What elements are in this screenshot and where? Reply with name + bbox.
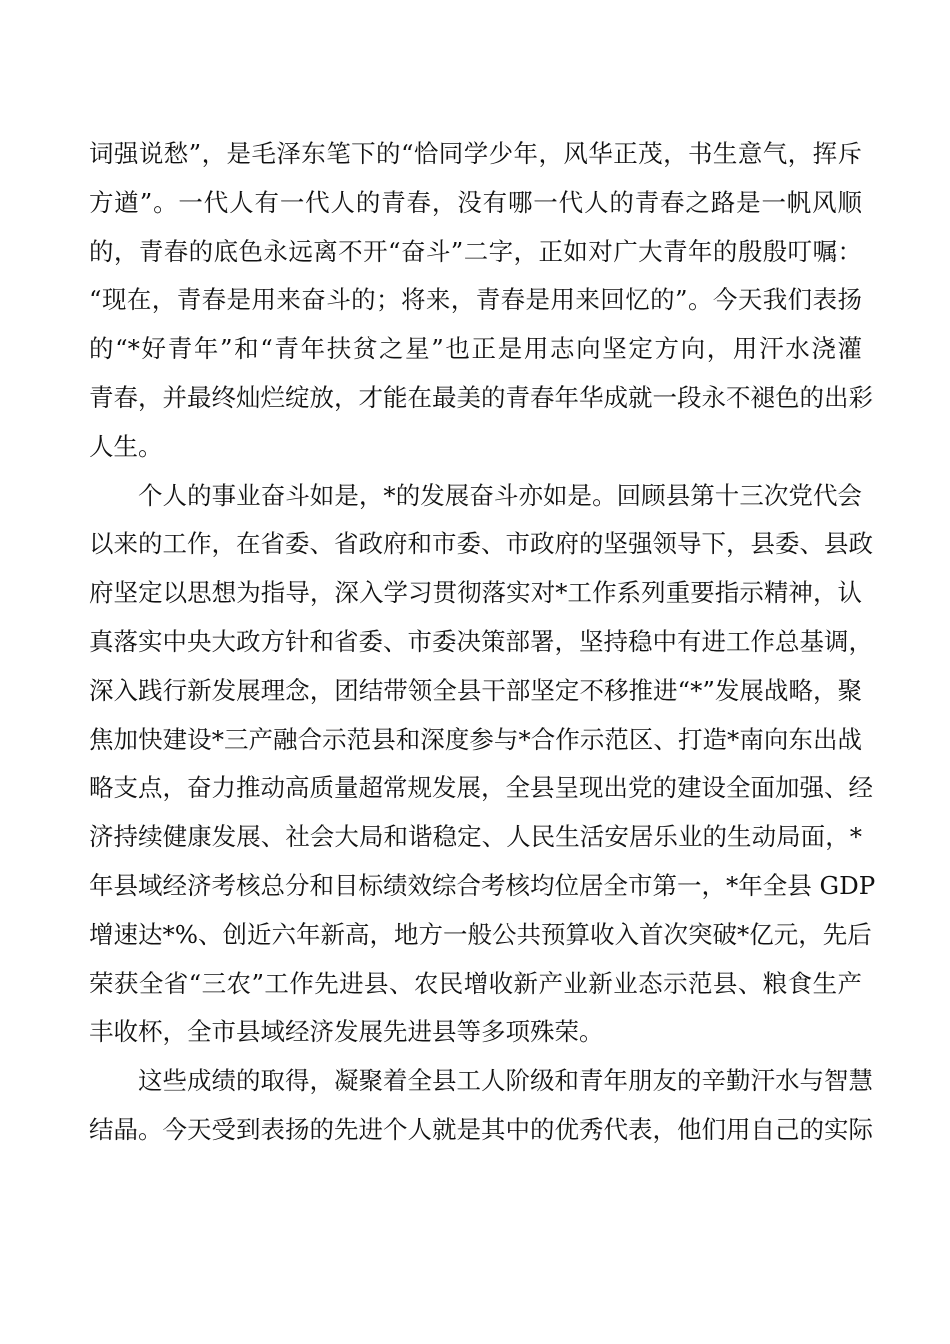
text-line: 略支点，奋力推动高质量超常规发展，全县呈现出党的建设全面加强、经	[89, 773, 873, 803]
text-line: 焦加快建设*三产融合示范县和深度参与*合作示范区、打造*南向东出战	[89, 724, 862, 754]
text-line: 个人的事业奋斗如是，*的发展奋斗亦如是。回顾县第十三次党代会	[138, 480, 862, 510]
text-line: 这些成绩的取得，凝聚着全县工人阶级和青年朋友的辛勤汗水与智慧	[138, 1066, 873, 1096]
text-line: 年县域经济考核总分和目标绩效综合考核均位居全市第一，*年全县 GDP	[89, 870, 876, 900]
text-line: 方遒”。一代人有一代人的青春，没有哪一代人的青春之路是一帆风顺	[89, 187, 862, 217]
text-line: 真落实中央大政方针和省委、市委决策部署，坚持稳中有进工作总基调，	[89, 626, 873, 656]
text-line: 以来的工作，在省委、省政府和市委、市政府的坚强领导下，县委、县政	[89, 529, 873, 559]
text-line: 丰收杯，全市县域经济发展先进县等多项殊荣。	[89, 1017, 604, 1047]
text-line: 的“*好青年”和“青年扶贫之星”也正是用志向坚定方向，用汗水浇灌	[89, 334, 862, 364]
text-line: 结晶。今天受到表扬的先进个人就是其中的优秀代表，他们用自己的实际	[89, 1114, 873, 1144]
text-line: 济持续健康发展、社会大局和谐稳定、人民生活安居乐业的生动局面，*	[89, 822, 862, 852]
text-line: 增速达*%、创近六年新高，地方一般公共预算收入首次突破*亿元，先后	[89, 919, 872, 949]
paragraph-youth-struggle	[89, 130, 873, 472]
paragraph-county-development	[89, 472, 876, 1058]
text-line: 的，青春的底色永远离不开“奋斗”二字，正如对广大青年的殷殷叮嘱：	[89, 236, 862, 266]
text-line: 人生。	[89, 431, 163, 461]
paragraph-achievements	[89, 1057, 873, 1155]
text-line: 青春，并最终灿烂绽放，才能在最美的青春年华成就一段永不褪色的出彩	[89, 382, 873, 412]
text-line: 词强说愁”，是毛泽东笔下的“恰同学少年，风华正茂，书生意气，挥斥	[89, 139, 862, 168]
text-line: 荣获全省“三农”工作先进县、农民增收新产业新业态示范县、粮食生产	[89, 968, 862, 998]
text-line: “现在，青春是用来奋斗的；将来，青春是用来回忆的”。今天我们表扬	[89, 285, 862, 315]
document-body	[89, 130, 876, 1155]
text-line: 深入践行新发展理念，团结带领全县干部坚定不移推进“*”发展战略，聚	[89, 675, 862, 705]
text-line: 府坚定以思想为指导，深入学习贯彻落实对*工作系列重要指示精神，认	[89, 578, 862, 608]
